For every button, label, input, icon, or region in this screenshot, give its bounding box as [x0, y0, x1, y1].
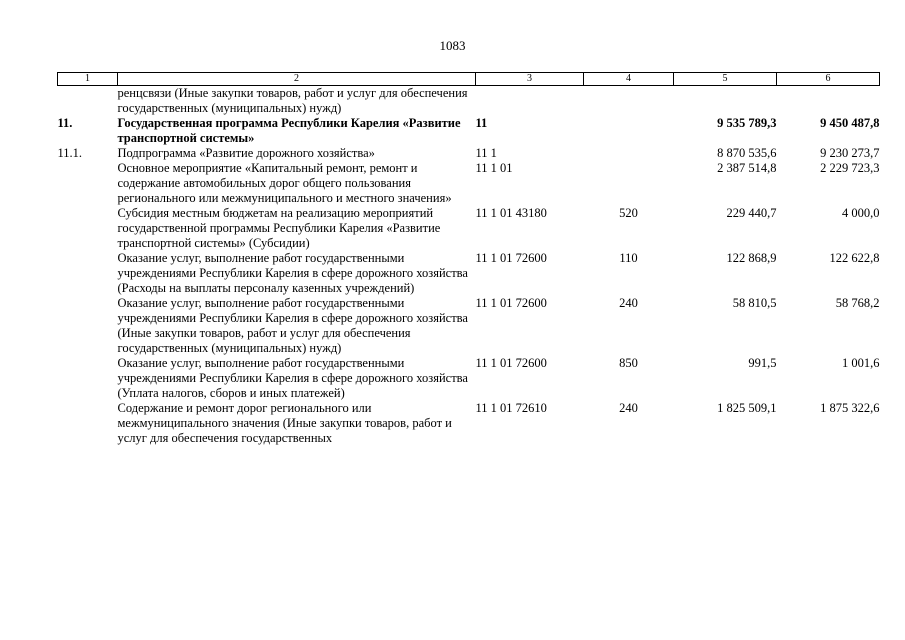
page-number: 1083: [439, 38, 466, 53]
table-row: [58, 86, 880, 117]
column-header-4: 4: [584, 73, 674, 86]
row-amount-col5: 122 868,9: [726, 251, 777, 265]
row-number: [58, 161, 118, 206]
row-expense-type: 850: [619, 356, 638, 370]
column-header-5: 5: [674, 73, 777, 86]
row-amount-col6: 9 230 273,7: [820, 146, 880, 160]
row-code: 11 1 01: [475, 161, 513, 175]
row-expense-type: 240: [619, 296, 638, 310]
table-row: [58, 146, 880, 161]
table-row: [58, 161, 880, 206]
row-amount-col5: [674, 86, 777, 117]
budget-table: [57, 72, 880, 446]
table-row: [58, 356, 880, 401]
row-name: Оказание услуг, выполнение работ государственными учреждениями Республики Карелия в сфере дорожного хозяйства (Уплата налогов, сборов и иных платежей): [117, 356, 468, 400]
row-amount-col6: 58 768,2: [835, 296, 880, 310]
row-amount-col6: [777, 86, 880, 117]
column-header-6: 6: [777, 73, 880, 86]
row-name: Оказание услуг, выполнение работ государственными учреждениями Республики Карелия в сфере дорожного хозяйства (Расходы на выплаты персоналу казенных учреждений): [117, 251, 468, 295]
row-amount-col5: 2 387 514,8: [717, 161, 777, 175]
row-name: Содержание и ремонт дорог регионального или межмуниципального значения (Иные закупки товаров, работ и услуг для обеспечения государственных: [117, 401, 452, 445]
row-expense-type: [584, 86, 674, 117]
row-amount-col5: 229 440,7: [726, 206, 777, 220]
column-header-1: 1: [58, 73, 118, 86]
row-amount-col6: 1 875 322,6: [820, 401, 880, 415]
row-amount-col5: 991,5: [748, 356, 777, 370]
row-number: 11.: [57, 116, 73, 130]
row-name: Государственная программа Республики Карелия «Развитие транспортной системы»: [117, 116, 461, 145]
row-expense-type: [584, 161, 674, 206]
column-header-2: 2: [118, 73, 476, 86]
table-body: [58, 86, 880, 447]
row-expense-type: 520: [619, 206, 638, 220]
row-number: [58, 401, 118, 446]
table-row: [58, 296, 880, 356]
column-header-3: 3: [476, 73, 584, 86]
row-name: Основное мероприятие «Капитальный ремонт, ремонт и содержание автомобильных дорог общего пользования регионального или межмуниципального и местного значения»: [117, 161, 452, 205]
row-code: 11 1 01 43180: [475, 206, 547, 220]
row-amount-col5: 9 535 789,3: [717, 116, 777, 130]
row-amount-col5: 1 825 509,1: [717, 401, 777, 415]
row-amount-col6: 4 000,0: [842, 206, 880, 220]
row-code: 11 1 01 72600: [475, 296, 547, 310]
row-code: 11 1 01 72610: [475, 401, 547, 415]
row-number: [58, 296, 118, 356]
row-code: 11 1 01 72600: [475, 356, 547, 370]
row-amount-col6: 9 450 487,8: [820, 116, 880, 130]
table-row: [58, 251, 880, 296]
row-code: [476, 86, 584, 117]
row-amount-col6: 1 001,6: [842, 356, 880, 370]
row-name: ренцсвязи (Иные закупки товаров, работ и услуг для обеспечения государственных (муниципальных) нужд): [117, 86, 468, 115]
row-amount-col6: 122 622,8: [829, 251, 880, 265]
row-code: 11: [475, 116, 488, 130]
table-row: [58, 116, 880, 146]
row-expense-type: [584, 146, 674, 161]
row-amount-col5: 58 810,5: [732, 296, 777, 310]
row-number: [58, 206, 118, 251]
row-number: [58, 86, 118, 117]
row-name: Субсидия местным бюджетам на реализацию мероприятий государственной программы Республики Карелия «Развитие транспортной системы» (Субсидии): [117, 206, 441, 250]
table-row: [58, 401, 880, 446]
row-number: [58, 356, 118, 401]
row-number: [58, 251, 118, 296]
row-name: Подпрограмма «Развитие дорожного хозяйства»: [117, 146, 375, 160]
row-expense-type: [584, 116, 674, 146]
table-row: [58, 206, 880, 251]
row-expense-type: 240: [619, 401, 638, 415]
row-name: Оказание услуг, выполнение работ государственными учреждениями Республики Карелия в сфере дорожного хозяйства (Иные закупки товаров, работ и услуг для обеспечения государственных (муниципальных) нужд): [117, 296, 468, 355]
row-amount-col6: 2 229 723,3: [820, 161, 880, 175]
row-expense-type: 110: [619, 251, 638, 265]
row-number: 11.1.: [57, 146, 83, 160]
row-code: 11 1: [475, 146, 497, 160]
row-amount-col5: 8 870 535,6: [717, 146, 777, 160]
column-header-row: [58, 73, 880, 86]
row-code: 11 1 01 72600: [475, 251, 547, 265]
